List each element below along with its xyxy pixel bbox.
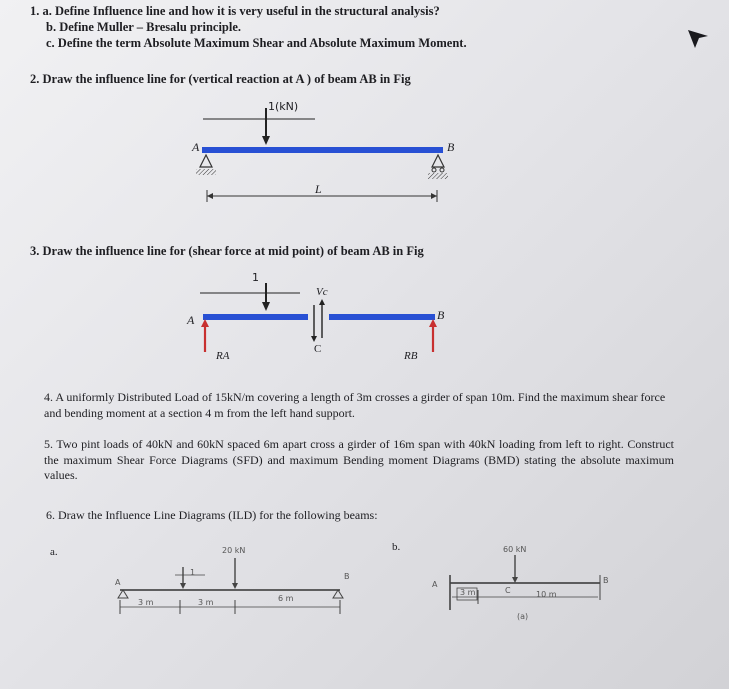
q6b-label-a: A	[432, 580, 438, 589]
q6a-support-a	[118, 590, 128, 598]
q6a-unit-label: 1	[190, 568, 196, 577]
q6a-support-b	[333, 590, 343, 598]
q2-roller-support	[432, 155, 444, 167]
q3-load-label: 1	[252, 271, 259, 284]
q6a-label-b: B	[344, 572, 350, 581]
q4-text: 4. A uniformly Distributed Load of 15kN/m covering a length of 3m crosses a girder of span 10m. Find the maximum shear force and bending moment at a section 4 m from the left hand support.	[44, 390, 666, 420]
q3-label-c: C	[314, 343, 322, 355]
q6a-label-a: A	[115, 578, 121, 587]
q3-text: 3. Draw the influence line for (shear force at mid point) of beam AB in Fig	[30, 244, 424, 258]
q6a-tag: a.	[50, 546, 58, 558]
q3-label-vc: Vc	[316, 286, 328, 298]
q6b-dim-1: 3 m	[460, 588, 476, 597]
q6b-tag: b.	[392, 541, 401, 553]
q1-a: 1. a. Define Influence line and how it is very useful in the structural analysis?	[30, 4, 440, 18]
q3-label-rb: RB	[404, 350, 418, 362]
q2-label-b: B	[447, 140, 455, 154]
q6b-label-c: C	[505, 586, 511, 595]
q3-label-a: A	[187, 313, 195, 327]
q2-label-span: L	[315, 182, 322, 196]
q5-text: 5. Two pint loads of 40kN and 60kN spaced 6m apart cross a girder of 16m span with 40kN loading from left to right. Construct the maximum Shear Force Diagrams (SFD) and maximum Bending moment Diagrams (BMD) stating the absolute maximum values.	[44, 437, 674, 482]
q1-c: c. Define the term Absolute Maximum Shear and Absolute Maximum Moment.	[46, 36, 467, 50]
q2-load-label: 1(kN)	[268, 100, 299, 113]
q2-label-a: A	[192, 140, 200, 154]
q2-beam	[202, 147, 443, 153]
q2-pin-support	[200, 155, 212, 167]
q3-beam-right	[329, 314, 435, 320]
q6a-dim-2: 3 m	[198, 598, 214, 607]
q6-text: 6. Draw the Influence Line Diagrams (ILD) for the following beams:	[46, 508, 378, 522]
q6a-dim-1: 3 m	[138, 598, 154, 607]
q6b-label-b: B	[603, 576, 609, 585]
cursor-arrow-icon	[686, 28, 710, 50]
q3-label-ra: RA	[216, 350, 230, 362]
q3-beam-left	[203, 314, 308, 320]
q6b-caption: (a)	[517, 612, 529, 621]
q6a-load-label: 20 kN	[222, 546, 246, 555]
q6a-dim-3: 6 m	[278, 594, 294, 603]
q1-b: b. Define Muller – Bresalu principle.	[46, 20, 242, 34]
q3-label-b: B	[437, 308, 445, 322]
q6b-load-label: 60 kN	[503, 545, 527, 554]
q2-text: 2. Draw the influence line for (vertical reaction at A ) of beam AB in Fig	[30, 72, 411, 86]
q6b-dim-2: 10 m	[536, 590, 557, 599]
